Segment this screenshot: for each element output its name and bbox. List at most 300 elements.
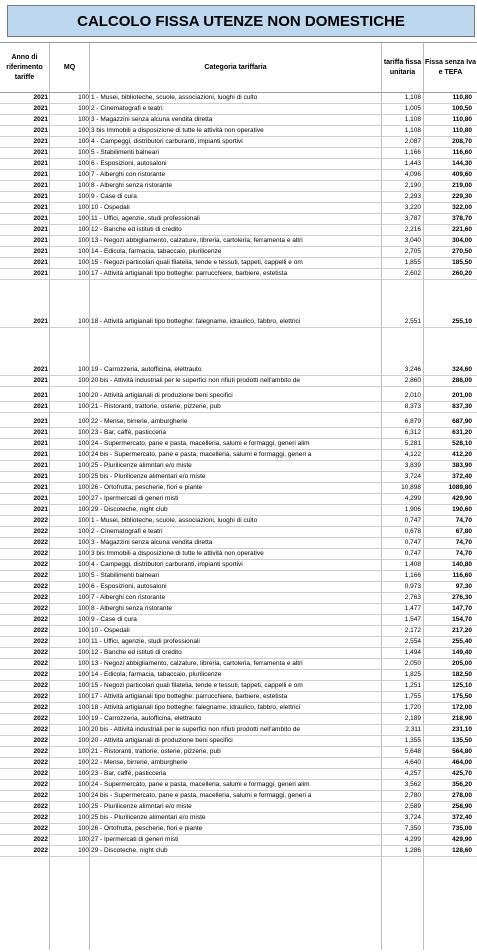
- cell-year: 2021: [33, 171, 48, 178]
- cell-fixed: 135,50: [452, 737, 472, 744]
- cell-tariff: 1,108: [404, 94, 421, 101]
- cell-fixed: 304,00: [452, 237, 472, 244]
- cell-fixed: 383,90: [452, 462, 472, 469]
- cell-fixed: 412,20: [452, 451, 472, 458]
- cell-year: 2022: [33, 682, 48, 689]
- cell-mq: 100: [78, 160, 89, 167]
- cell-year: 2021: [33, 182, 48, 189]
- cell-year: 2022: [33, 693, 48, 700]
- cell-category: 24 - Supermercato, pane e pasta, macelleria, salumi e formaggi, generi alim: [91, 440, 310, 447]
- cell-tariff: 1,408: [404, 561, 421, 568]
- cell-category: 24 - Supermercato, pane e pasta, macelleria, salumi e formaggi, generi alim: [91, 781, 310, 788]
- cell-tariff: 2,293: [404, 193, 421, 200]
- table-header: [0, 42, 477, 93]
- cell-fixed: 97,30: [455, 583, 472, 590]
- cell-mq: 100: [78, 259, 89, 266]
- cell-category: 13 - Negozi abbigliamento, calzature, libreria, cartoleria, ferramenta e altri: [91, 660, 303, 667]
- cell-mq: 100: [78, 682, 89, 689]
- cell-mq: 100: [78, 418, 89, 425]
- cell-fixed: 128,60: [452, 847, 472, 854]
- cell-year: 2021: [33, 94, 48, 101]
- cell-tariff: 1,166: [404, 572, 421, 579]
- cell-year: 2022: [33, 616, 48, 623]
- cell-year: 2021: [33, 318, 48, 325]
- cell-tariff: 3,724: [404, 814, 421, 821]
- cell-year: 2022: [33, 715, 48, 722]
- cell-mq: 100: [78, 215, 89, 222]
- cell-mq: 100: [78, 462, 89, 469]
- cell-category: 3 - Magazzini senza alcuna vendita diretta: [91, 116, 213, 123]
- cell-year: 2021: [33, 506, 48, 513]
- cell-category: 22 - Mense, birrerie, amburgherie: [91, 759, 188, 766]
- cell-fixed: 270,50: [452, 248, 472, 255]
- cell-category: 3 - Magazzini senza alcuna vendita diretta: [91, 539, 213, 546]
- header-fixed: Fissa senza Iva e TEFA: [425, 58, 476, 76]
- cell-category: 1 - Musei, biblioteche, scuole, associazioni, luoghi di culto: [91, 517, 258, 524]
- cell-tariff: 0,973: [404, 583, 421, 590]
- table-row: [0, 402, 477, 413]
- cell-fixed: 464,00: [452, 759, 472, 766]
- cell-fixed: 74,70: [455, 550, 472, 557]
- cell-fixed: 229,30: [452, 193, 472, 200]
- header-category: Categoria tariffaria: [90, 43, 382, 92]
- cell-year: 2022: [33, 627, 48, 634]
- cell-tariff: 2,554: [404, 638, 421, 645]
- table-row: [0, 413, 477, 428]
- cell-tariff: 2,780: [404, 792, 421, 799]
- cell-year: 2022: [33, 726, 48, 733]
- cell-category: 27 - Ipermercati di generi misti: [91, 495, 179, 502]
- cell-fixed: 372,40: [452, 473, 472, 480]
- cell-tariff: 1,855: [404, 259, 421, 266]
- cell-year: 2022: [33, 781, 48, 788]
- cell-fixed: 219,00: [452, 182, 472, 189]
- cell-year: 2021: [33, 429, 48, 436]
- cell-tariff: 1,108: [404, 127, 421, 134]
- cell-category: 23 - Bar, caffè, pasticceria: [91, 770, 167, 777]
- cell-year: 2021: [33, 215, 48, 222]
- cell-fixed: 100,50: [452, 105, 472, 112]
- cell-category: 9 - Case di cura: [91, 616, 137, 623]
- cell-year: 2021: [33, 204, 48, 211]
- cell-fixed: 149,40: [452, 649, 472, 656]
- cell-tariff: 4,299: [404, 495, 421, 502]
- cell-tariff: 1,825: [404, 671, 421, 678]
- cell-fixed: 154,70: [452, 616, 472, 623]
- table-row: [0, 280, 477, 328]
- cell-tariff: 2,010: [404, 392, 421, 399]
- cell-category: 24 bis - Supermercato, pane e pasta, macelleria, salumi e formaggi, generi a: [91, 451, 312, 458]
- cell-tariff: 1,494: [404, 649, 421, 656]
- table-row: [0, 387, 477, 402]
- cell-mq: 100: [78, 318, 89, 325]
- cell-category: 20 bis - Attività industriali per le superfici non rifiuti prodotti nell'ambito de: [91, 377, 300, 384]
- cell-tariff: 1,005: [404, 105, 421, 112]
- cell-tariff: 0,747: [404, 539, 421, 546]
- cell-fixed: 116,60: [452, 149, 472, 156]
- cell-year: 2022: [33, 792, 48, 799]
- cell-mq: 100: [78, 248, 89, 255]
- cell-category: 23 - Bar, caffè, pasticceria: [91, 429, 167, 436]
- cell-mq: 100: [78, 671, 89, 678]
- cell-mq: 100: [78, 193, 89, 200]
- cell-tariff: 2,551: [404, 318, 421, 325]
- cell-year: 2021: [33, 237, 48, 244]
- cell-category: 25 bis - Plurilicenze alimentari e/o miste: [91, 814, 206, 821]
- cell-year: 2022: [33, 660, 48, 667]
- cell-tariff: 2,602: [404, 270, 421, 277]
- cell-year: 2021: [33, 473, 48, 480]
- cell-mq: 100: [78, 506, 89, 513]
- cell-category: 7 - Alberghi con ristorante: [91, 594, 166, 601]
- cell-year: 2021: [33, 248, 48, 255]
- cell-fixed: 409,60: [452, 171, 472, 178]
- cell-mq: 100: [78, 204, 89, 211]
- cell-mq: 100: [78, 572, 89, 579]
- cell-mq: 100: [78, 473, 89, 480]
- cell-tariff: 2,190: [404, 182, 421, 189]
- cell-fixed: 205,00: [452, 660, 472, 667]
- cell-mq: 100: [78, 440, 89, 447]
- cell-category: 20 bis - Attività industriali per le superfici non rifiuti prodotti nell'ambito de: [91, 726, 300, 733]
- cell-year: 2022: [33, 594, 48, 601]
- cell-mq: 100: [78, 715, 89, 722]
- cell-category: 4 - Campeggi, distributori carburanti, impianti sportivi: [91, 138, 243, 145]
- cell-mq: 100: [78, 127, 89, 134]
- cell-fixed: 837,30: [452, 403, 472, 410]
- cell-fixed: 631,20: [452, 429, 472, 436]
- cell-year: 2022: [33, 704, 48, 711]
- cell-fixed: 286,00: [452, 377, 472, 384]
- cell-mq: 100: [78, 528, 89, 535]
- cell-year: 2022: [33, 583, 48, 590]
- cell-mq: 100: [78, 781, 89, 788]
- cell-tariff: 2,763: [404, 594, 421, 601]
- table-row: [0, 846, 477, 857]
- cell-category: 25 - Plurilicenze alimntari e/o miste: [91, 462, 192, 469]
- cell-year: 2022: [33, 671, 48, 678]
- cell-fixed: 429,90: [452, 495, 472, 502]
- cell-mq: 100: [78, 429, 89, 436]
- cell-mq: 100: [78, 693, 89, 700]
- cell-tariff: 1,547: [404, 616, 421, 623]
- cell-mq: 100: [78, 605, 89, 612]
- cell-tariff: 7,350: [404, 825, 421, 832]
- cell-tariff: 4,257: [404, 770, 421, 777]
- cell-category: 1 - Musei, biblioteche, scuole, associazioni, luoghi di culto: [91, 94, 258, 101]
- cell-tariff: 3,562: [404, 781, 421, 788]
- cell-tariff: 3,220: [404, 204, 421, 211]
- cell-year: 2021: [33, 270, 48, 277]
- cell-fixed: 322,00: [452, 204, 472, 211]
- cell-fixed: 735,00: [452, 825, 472, 832]
- cell-fixed: 255,10: [452, 318, 472, 325]
- cell-category: 13 - Negozi abbigliamento, calzature, libreria, cartoleria, ferramenta e altri: [91, 237, 303, 244]
- cell-category: 15 - Negozi particolari quali filatelia, tende e tessuti, tappeti, cappelli e om: [91, 259, 303, 266]
- cell-mq: 100: [78, 182, 89, 189]
- cell-tariff: 1,477: [404, 605, 421, 612]
- cell-year: 2021: [33, 226, 48, 233]
- cell-tariff: 5,648: [404, 748, 421, 755]
- cell-category: 25 - Plurilicenze alimntari e/o miste: [91, 803, 192, 810]
- cell-fixed: 110,80: [452, 94, 472, 101]
- cell-mq: 100: [78, 649, 89, 656]
- cell-category: 29 - Discoteche, night club: [91, 847, 168, 854]
- cell-tariff: 6,312: [404, 429, 421, 436]
- header-mq: MQ: [50, 43, 90, 92]
- cell-category: 9 - Case di cura: [91, 193, 137, 200]
- cell-fixed: 217,20: [452, 627, 472, 634]
- cell-tariff: 3,839: [404, 462, 421, 469]
- cell-year: 2022: [33, 737, 48, 744]
- cell-tariff: 3,246: [404, 366, 421, 373]
- cell-tariff: 2,311: [405, 726, 421, 733]
- cell-category: 20 - Attività artigianali di produzione beni specifici: [91, 392, 233, 399]
- cell-year: 2022: [33, 550, 48, 557]
- cell-category: 15 - Negozi particolari quali filatelia, tende e tessuti, tappeti, cappelli e om: [91, 682, 303, 689]
- cell-year: 2021: [33, 418, 48, 425]
- cell-fixed: 147,70: [452, 605, 472, 612]
- cell-year: 2021: [33, 451, 48, 458]
- cell-year: 2021: [33, 160, 48, 167]
- cell-mq: 100: [78, 803, 89, 810]
- cell-mq: 100: [78, 748, 89, 755]
- cell-fixed: 1089,80: [448, 484, 472, 491]
- cell-fixed: 125,10: [452, 682, 472, 689]
- cell-mq: 100: [78, 550, 89, 557]
- cell-tariff: 1,755: [404, 693, 421, 700]
- cell-fixed: 201,00: [452, 392, 472, 399]
- cell-category: 19 - Carrozzeria, autofficina, elettrauto: [91, 366, 202, 373]
- cell-year: 2021: [33, 392, 48, 399]
- cell-tariff: 1,720: [404, 704, 421, 711]
- cell-fixed: 260,20: [452, 270, 472, 277]
- cell-mq: 100: [78, 825, 89, 832]
- cell-year: 2022: [33, 517, 48, 524]
- cell-mq: 100: [78, 366, 89, 373]
- cell-mq: 100: [78, 237, 89, 244]
- cell-year: 2022: [33, 638, 48, 645]
- cell-fixed: 564,80: [452, 748, 472, 755]
- cell-category: 17 - Attività artigianali tipo botteghe: parrucchiere, barbiere, estetista: [91, 693, 288, 700]
- header-tariff: tariffa fissa unitaria: [382, 43, 424, 92]
- table-row: [0, 269, 477, 280]
- cell-mq: 100: [78, 149, 89, 156]
- cell-fixed: 372,40: [452, 814, 472, 821]
- cell-fixed: 425,70: [452, 770, 472, 777]
- cell-mq: 100: [78, 495, 89, 502]
- cell-tariff: 10,898: [401, 484, 421, 491]
- cell-mq: 100: [78, 836, 89, 843]
- cell-category: 3 bis Immobili a disposizione di tutte le attività non operative: [91, 550, 264, 557]
- cell-category: 21 - Ristoranti, trattorie, osterie, pizzerie, pub: [91, 403, 221, 410]
- cell-tariff: 0,747: [404, 550, 421, 557]
- cell-year: 2022: [33, 539, 48, 546]
- cell-year: 2022: [33, 847, 48, 854]
- cell-year: 2022: [33, 605, 48, 612]
- cell-category: 14 - Edicola, farmacia, tabaccaio, plurilicenze: [91, 248, 222, 255]
- cell-year: 2021: [33, 138, 48, 145]
- cell-tariff: 2,087: [404, 138, 421, 145]
- cell-year: 2021: [33, 259, 48, 266]
- cell-category: 12 - Banche ed istituti di credito: [91, 226, 182, 233]
- cell-fixed: 687,90: [452, 418, 472, 425]
- cell-mq: 100: [78, 539, 89, 546]
- cell-fixed: 218,90: [452, 715, 472, 722]
- cell-mq: 100: [78, 737, 89, 744]
- cell-tariff: 8,373: [404, 403, 421, 410]
- cell-fixed: 110,80: [452, 127, 472, 134]
- cell-mq: 100: [78, 638, 89, 645]
- cell-year: 2021: [33, 366, 48, 373]
- cell-category: 7 - Alberghi con ristorante: [91, 171, 166, 178]
- cell-year: 2022: [33, 748, 48, 755]
- cell-tariff: 1,443: [404, 160, 421, 167]
- cell-tariff: 2,050: [404, 660, 421, 667]
- cell-fixed: 175,50: [452, 693, 472, 700]
- cell-year: 2021: [33, 403, 48, 410]
- cell-year: 2022: [33, 770, 48, 777]
- cell-fixed: 231,10: [452, 726, 472, 733]
- cell-year: 2021: [33, 440, 48, 447]
- cell-mq: 100: [78, 583, 89, 590]
- cell-year: 2022: [33, 803, 48, 810]
- cell-fixed: 429,90: [452, 836, 472, 843]
- cell-tariff: 4,640: [404, 759, 421, 766]
- cell-category: 22 - Mense, birrerie, amburgherie: [91, 418, 188, 425]
- cell-category: 10 - Ospedali: [91, 204, 130, 211]
- cell-fixed: 144,30: [452, 160, 472, 167]
- cell-year: 2021: [33, 462, 48, 469]
- cell-category: 4 - Campeggi, distributori carburanti, impianti sportivi: [91, 561, 243, 568]
- cell-fixed: 110,80: [452, 116, 472, 123]
- cell-year: 2021: [33, 377, 48, 384]
- cell-mq: 100: [78, 594, 89, 601]
- cell-category: 3 bis Immobili a disposizione di tutte le attività non operative: [91, 127, 264, 134]
- cell-year: 2022: [33, 825, 48, 832]
- cell-mq: 100: [78, 792, 89, 799]
- cell-fixed: 67,80: [455, 528, 472, 535]
- cell-mq: 100: [78, 138, 89, 145]
- cell-category: 29 - Discoteche, night club: [91, 506, 168, 513]
- cell-tariff: 1,355: [404, 737, 421, 744]
- cell-tariff: 2,860: [404, 377, 421, 384]
- cell-category: 8 - Alberghi senza ristorante: [91, 182, 172, 189]
- cell-tariff: 1,251: [404, 682, 421, 689]
- cell-year: 2021: [33, 127, 48, 134]
- cell-mq: 100: [78, 517, 89, 524]
- cell-tariff: 2,705: [404, 248, 421, 255]
- cell-mq: 100: [78, 704, 89, 711]
- cell-fixed: 172,00: [452, 704, 472, 711]
- cell-tariff: 2,216: [404, 226, 421, 233]
- cell-year: 2022: [33, 759, 48, 766]
- cell-tariff: 4,122: [404, 451, 421, 458]
- cell-year: 2021: [33, 149, 48, 156]
- cell-category: 21 - Ristoranti, trattorie, osterie, pizzerie, pub: [91, 748, 221, 755]
- cell-category: 6 - Esposizioni, autosaloni: [91, 583, 167, 590]
- cell-mq: 100: [78, 847, 89, 854]
- cell-year: 2021: [33, 105, 48, 112]
- cell-fixed: 378,70: [452, 215, 472, 222]
- cell-fixed: 276,30: [452, 594, 472, 601]
- cell-fixed: 356,20: [452, 781, 472, 788]
- cell-fixed: 258,90: [452, 803, 472, 810]
- cell-fixed: 74,70: [455, 517, 472, 524]
- cell-category: 8 - Alberghi senza ristorante: [91, 605, 172, 612]
- cell-category: 18 - Attività artigianali tipo botteghe: falegname, idraulico, fabbro, elettrici: [91, 318, 301, 325]
- cell-category: 2 - Cinematografi e teatri: [91, 528, 163, 535]
- cell-mq: 100: [78, 616, 89, 623]
- sheet-title: CALCOLO FISSA UTENZE NON DOMESTICHE: [7, 5, 475, 37]
- cell-year: 2021: [33, 484, 48, 491]
- cell-tariff: 6,879: [404, 418, 421, 425]
- cell-year: 2022: [33, 572, 48, 579]
- cell-mq: 100: [78, 759, 89, 766]
- cell-tariff: 4,299: [404, 836, 421, 843]
- cell-mq: 100: [78, 392, 89, 399]
- cell-category: 19 - Carrozzeria, autofficina, elettrauto: [91, 715, 202, 722]
- cell-tariff: 1,108: [404, 116, 421, 123]
- cell-mq: 100: [78, 451, 89, 458]
- cell-mq: 100: [78, 377, 89, 384]
- cell-tariff: 1,906: [404, 506, 421, 513]
- cell-mq: 100: [78, 770, 89, 777]
- cell-mq: 100: [78, 814, 89, 821]
- cell-fixed: 185,50: [452, 259, 472, 266]
- cell-category: 17 - Attività artigianali tipo botteghe: parrucchiere, barbiere, estetista: [91, 270, 288, 277]
- cell-tariff: 2,172: [404, 627, 421, 634]
- cell-category: 11 - Uffici, agenzie, studi professionali: [91, 215, 200, 222]
- cell-category: 10 - Ospedali: [91, 627, 130, 634]
- cell-fixed: 255,40: [452, 638, 472, 645]
- table-row: [0, 376, 477, 387]
- cell-mq: 100: [78, 270, 89, 277]
- cell-year: 2022: [33, 836, 48, 843]
- cell-category: 14 - Edicola, farmacia, tabaccaio, plurilicenze: [91, 671, 222, 678]
- cell-mq: 100: [78, 94, 89, 101]
- cell-tariff: 3,724: [404, 473, 421, 480]
- cell-year: 2021: [33, 116, 48, 123]
- cell-fixed: 140,80: [452, 561, 472, 568]
- cell-category: 12 - Banche ed istituti di credito: [91, 649, 182, 656]
- cell-mq: 100: [78, 726, 89, 733]
- cell-mq: 100: [78, 171, 89, 178]
- cell-category: 26 - Ortofrutta, pescherie, fiori e piante: [91, 825, 203, 832]
- cell-tariff: 2,589: [404, 803, 421, 810]
- cell-mq: 100: [78, 116, 89, 123]
- cell-year: 2022: [33, 649, 48, 656]
- cell-fixed: 221,60: [452, 226, 472, 233]
- cell-category: 2 - Cinematografi e teatri: [91, 105, 163, 112]
- cell-category: 11 - Uffici, agenzie, studi professionali: [91, 638, 200, 645]
- cell-mq: 100: [78, 561, 89, 568]
- cell-mq: 100: [78, 627, 89, 634]
- cell-tariff: 5,281: [404, 440, 421, 447]
- cell-tariff: 0,678: [404, 528, 421, 535]
- cell-category: 18 - Attività artigianali tipo botteghe: falegname, idraulico, fabbro, elettrici: [91, 704, 301, 711]
- cell-fixed: 278,00: [452, 792, 472, 799]
- table-row: [0, 328, 477, 376]
- cell-category: 6 - Esposizioni, autosaloni: [91, 160, 167, 167]
- cell-tariff: 4,096: [404, 171, 421, 178]
- cell-fixed: 190,60: [452, 506, 472, 513]
- cell-tariff: 3,787: [404, 215, 421, 222]
- cell-fixed: 208,70: [452, 138, 472, 145]
- header-year: Anno di riferimento tariffe: [0, 43, 50, 92]
- cell-year: 2022: [33, 814, 48, 821]
- cell-tariff: 3,040: [404, 237, 421, 244]
